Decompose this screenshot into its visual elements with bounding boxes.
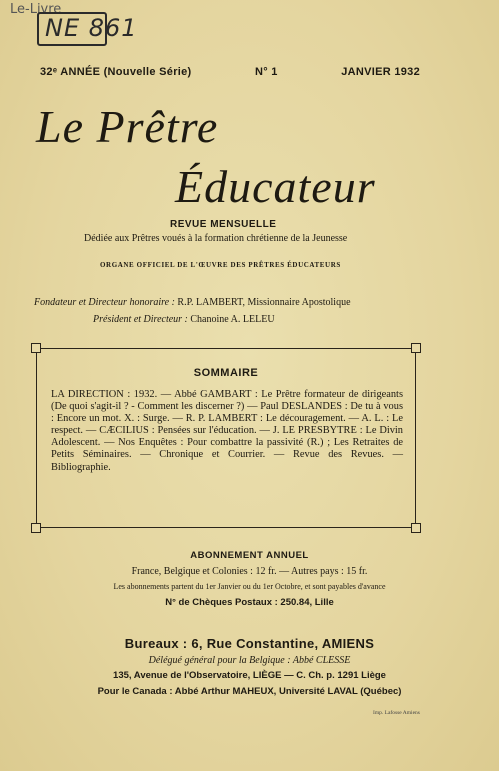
corner-ornament: [31, 343, 41, 353]
delegue-belgique: Délégué général pour la Belgique : Abbé CLESSE: [148, 655, 351, 666]
sommaire-box: [36, 348, 416, 528]
issue-header: [40, 66, 420, 78]
imprimeur: Imp. Lafosse Amiens: [373, 710, 420, 716]
sommaire-text: LA DIRECTION : 1932. — Abbé GAMBART : Le Prêtre formateur de dirigeants (De quoi s'agit-il ? - Comment les discerner ?) — Paul DESLANDES : De tu à vous : Encore un mot. X. : Surge. — R. P. LAMBERT : Le découragement. — A. L. : Le respect. — CÆCILIUS : Pensées sur l'éducation. — J. LE PRESBYTRE : Le Divin Adolescent. — Nos Enquêtes : Pour combattre la passivité (R.) ; Les Retraites de Petits Séminaires. — Chronique et Courrier. — Revue des Revues. — Bibliographie.: [51, 389, 403, 473]
dedication: Dédiée aux Prêtres voués à la formation chrétienne de la Jeunesse: [84, 233, 348, 244]
sommaire-title: SOMMAIRE: [193, 367, 259, 379]
president-label: Président et Directeur :: [93, 314, 188, 325]
fondateur-value: R.P. LAMBERT, Missionnaire Apostolique: [177, 297, 351, 308]
bookseller-stamp: Le-Livre: [10, 2, 62, 17]
corner-ornament: [411, 343, 421, 353]
fondateur-label: Fondateur et Directeur honoraire :: [34, 297, 175, 308]
title-line-2: Éducateur: [175, 161, 376, 212]
cheques-postaux: N° de Chèques Postaux : 250.84, Lille: [165, 597, 334, 608]
abonnement-title: ABONNEMENT ANNUEL: [190, 550, 309, 561]
president-line: [93, 314, 275, 325]
handwritten-code: NE 861: [45, 14, 138, 42]
canada-address: Pour le Canada : Abbé Arthur MAHEUX, Université LAVAL (Québec): [97, 686, 402, 697]
president-value: Chanoine A. LELEU: [190, 314, 275, 325]
issue-number: N° 1: [255, 66, 278, 78]
abonnement-conditions: Les abonnements partent du 1er Janvier ou du 1er Octobre, et sont payables d'avance: [113, 582, 386, 591]
fondateur-line: [34, 297, 351, 308]
corner-ornament: [411, 523, 421, 533]
subtitle: REVUE MENSUELLE: [170, 219, 277, 230]
liege-address: 135, Avenue de l'Observatoire, LIÈGE — C. Ch. p. 1291 Liège: [113, 670, 386, 681]
organe-officiel: ORGANE OFFICIEL DE L'ŒUVRE DES PRÊTRES ÉDUCATEURS: [100, 261, 341, 269]
abonnement-prix: France, Belgique et Colonies : 12 fr. — Autres pays : 15 fr.: [131, 566, 368, 577]
bureaux-address: Bureaux : 6, Rue Constantine, AMIENS: [124, 636, 375, 651]
handwritten-box: [37, 12, 107, 46]
corner-ornament: [31, 523, 41, 533]
handwritten-reference: [45, 14, 138, 42]
issue-year: 32ᵉ ANNÉE (Nouvelle Série): [40, 66, 192, 78]
title-line-1: Le Prêtre: [36, 101, 219, 152]
issue-date: JANVIER 1932: [341, 66, 420, 78]
